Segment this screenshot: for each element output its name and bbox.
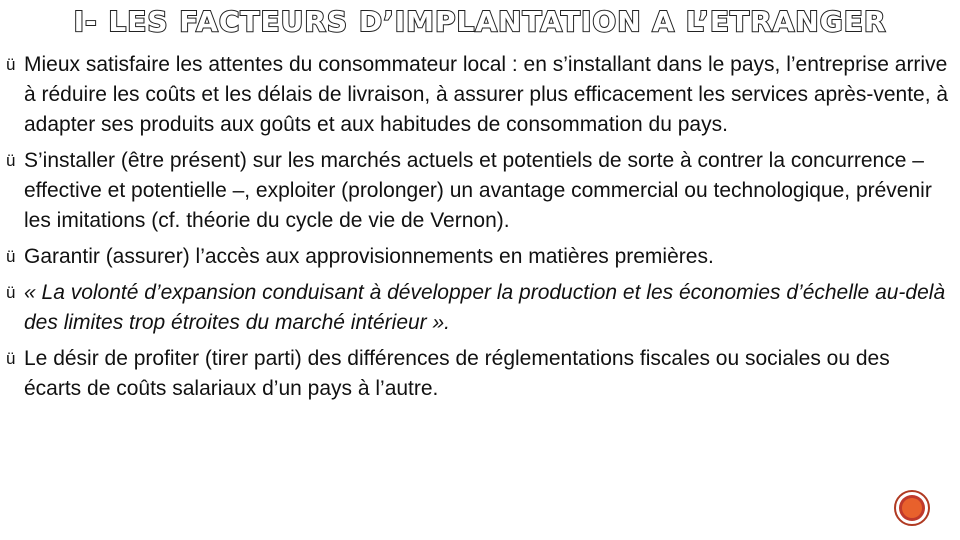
slide-title: I- LES FACTEURS D’IMPLANTATION A L’ETRANGER <box>73 5 887 38</box>
check-icon: ü <box>6 151 16 170</box>
bullet-text: Le désir de profiter (tirer parti) des différences de réglementations fiscales ou sociales ou des écarts de coûts salariaux d’un pays à l’autre. <box>24 347 890 400</box>
check-icon: ü <box>6 283 16 302</box>
check-icon: ü <box>6 55 16 74</box>
bullet-text: Garantir (assurer) l’accès aux approvisionnements en matières premières. <box>24 245 714 268</box>
bullet-item <box>6 278 950 338</box>
bullet-item <box>6 50 950 140</box>
bullet-item <box>6 344 950 404</box>
bullet-item <box>6 146 950 236</box>
bullet-text: « La volonté d’expansion conduisant à développer la production et les économies d’échelle au-delà des limites trop étroites du marché intérieur ». <box>24 281 946 334</box>
bullet-list <box>6 50 950 410</box>
orange-circle-badge-icon[interactable] <box>894 490 930 526</box>
bullet-item <box>6 242 950 272</box>
check-icon: ü <box>6 247 16 266</box>
check-icon: ü <box>6 349 16 368</box>
bullet-text: Mieux satisfaire les attentes du consommateur local : en s’installant dans le pays, l’entreprise arrive à réduire les coûts et les délais de livraison, à assurer plus efficacement les services après-vente, à adapter ses produits aux goûts et aux habitudes de consommation du pays. <box>24 53 949 136</box>
bullet-text: S’installer (être présent) sur les marchés actuels et potentiels de sorte à contrer la concurrence – effective et potentielle –, exploiter (prolonger) un avantage commercial ou technologique, prévenir les imitations (cf. théorie du cycle de vie de Vernon). <box>24 149 932 232</box>
